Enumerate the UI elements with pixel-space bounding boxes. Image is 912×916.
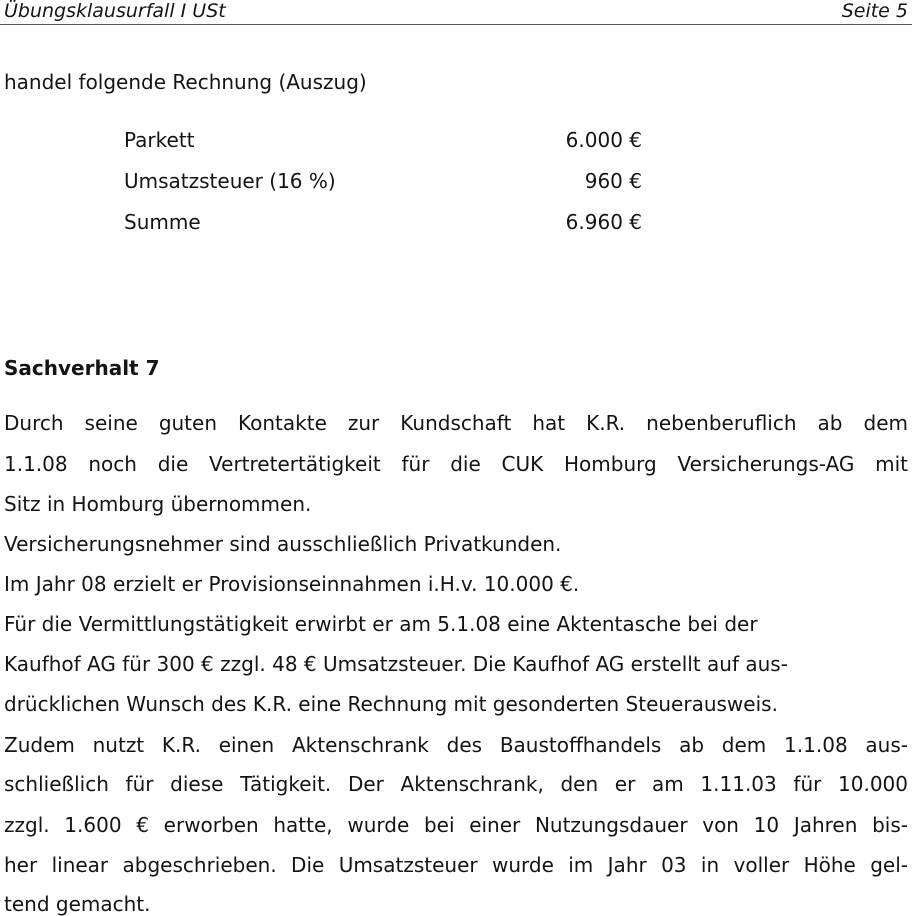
page-header [0, 0, 912, 25]
invoice-tax-label: Umsatzsteuer (16 %) [124, 169, 336, 193]
section-heading: Sachverhalt 7 [4, 356, 160, 380]
invoice-total-label: Summe [124, 210, 201, 234]
body-line: drücklichen Wunsch des K.R. eine Rechnung mit gesonderten Steuerausweis. [4, 692, 778, 716]
body-line: Für die Vermittlungstätigkeit erwirbt er am 5.1.08 eine Aktentasche bei der [4, 612, 758, 636]
invoice-item-value: 6.000 € [565, 128, 642, 152]
body-line: Kaufhof AG für 300 € zzgl. 48 € Umsatzsteuer. Die Kaufhof AG erstellt auf aus- [4, 652, 788, 676]
page-number: Seite 5 [841, 0, 908, 22]
body-line: zzgl. 1.600 € erworben hatte, wurde bei einer Nutzungsdauer von 10 Jahren bis- [4, 813, 908, 837]
body-line: Versicherungsnehmer sind ausschließlich Privatkunden. [4, 532, 562, 556]
body-line: schließlich für diese Tätigkeit. Der Aktenschrank, den er am 1.11.03 für 10.000 [4, 772, 908, 796]
invoice-tax-value: 960 € [584, 169, 642, 193]
body-line: 1.1.08 noch die Vertretertätigkeit für die CUK Homburg Versicherungs-AG mit [4, 452, 908, 476]
document-title: Übungsklausurfall I USt [4, 0, 226, 22]
body-line: Durch seine guten Kontakte zur Kundschaft hat K.R. nebenberuflich ab dem [4, 411, 908, 435]
invoice-item-label: Parkett [124, 128, 195, 152]
body-line: Sitz in Homburg übernommen. [4, 492, 312, 516]
intro-line: handel folgende Rechnung (Auszug) [4, 70, 367, 94]
invoice-total-value: 6.960 € [565, 210, 642, 234]
body-line: tend gemacht. [4, 892, 151, 916]
body-line: Zudem nutzt K.R. einen Aktenschrank des Baustoffhandels ab dem 1.1.08 aus- [4, 733, 908, 757]
body-line: Im Jahr 08 erzielt er Provisionseinnahmen i.H.v. 10.000 €. [4, 572, 580, 596]
body-line: her linear abgeschrieben. Die Umsatzsteuer wurde im Jahr 03 in voller Höhe gel- [4, 853, 908, 877]
